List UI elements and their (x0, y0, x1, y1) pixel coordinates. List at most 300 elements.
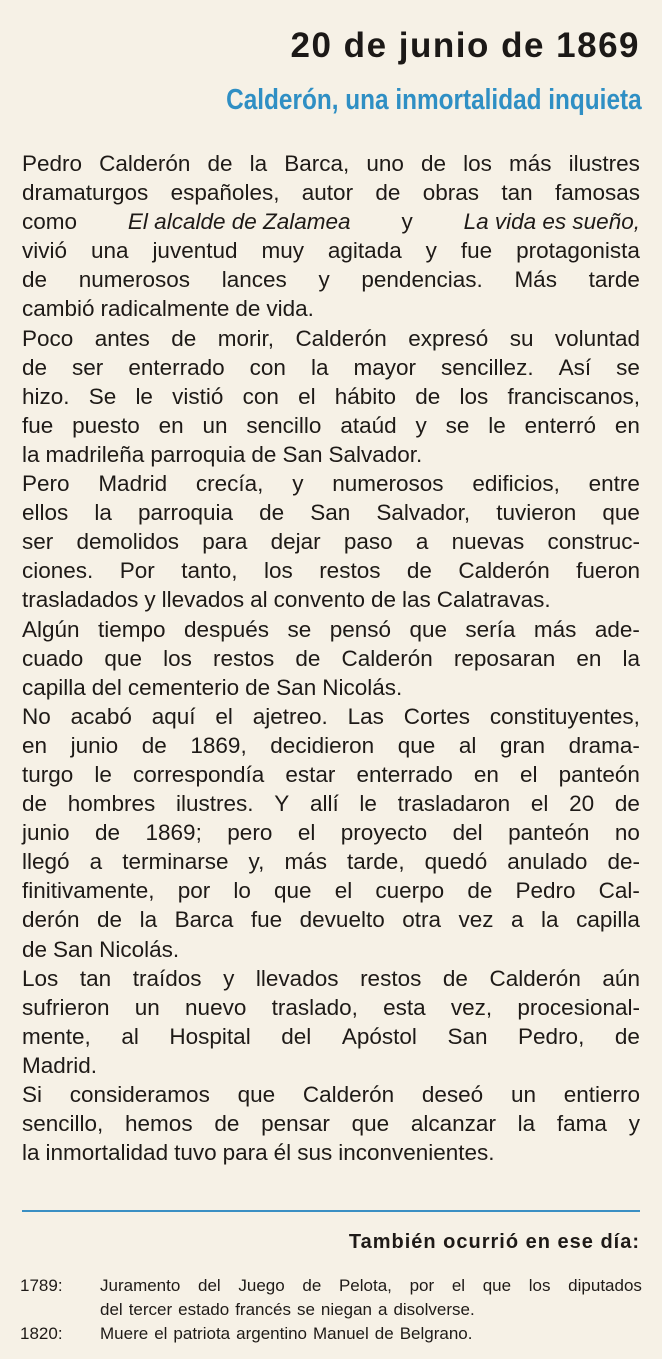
word: a (415, 529, 429, 555)
word: San (282, 441, 323, 467)
word: el (298, 383, 316, 409)
word: el (451, 1276, 466, 1295)
word: de (141, 732, 167, 758)
word: Pedro (515, 878, 576, 904)
article-line (22, 818, 640, 847)
word: le (359, 791, 377, 817)
word: nuevo (185, 994, 247, 1020)
event-item (20, 1274, 642, 1322)
word: pensar (261, 1111, 330, 1137)
word: paso (343, 529, 393, 555)
article-line (22, 1022, 640, 1051)
word: Por (119, 558, 155, 584)
word: con (249, 354, 286, 380)
word: voluntad (554, 325, 640, 351)
word: su (509, 325, 534, 351)
word: del (452, 820, 483, 846)
article-line (22, 789, 640, 818)
word: de (214, 1111, 240, 1137)
word: procesional- (517, 994, 640, 1020)
divider (22, 1210, 640, 1212)
word: una (90, 238, 129, 264)
word: Las (347, 703, 384, 729)
word: decidieron (270, 732, 375, 758)
article-line (22, 353, 640, 382)
word: expresó (408, 325, 489, 351)
word: fue (250, 907, 283, 933)
word: finitivamente, (22, 878, 155, 904)
word: San (310, 500, 351, 526)
article-line (22, 469, 640, 498)
article-line (22, 702, 640, 731)
word: estar (285, 761, 336, 787)
word: Más (514, 267, 557, 293)
word: fue (22, 412, 54, 438)
word: cementerio (127, 674, 240, 700)
word: 1869, (190, 732, 247, 758)
word: la (541, 907, 559, 933)
word: dramaturgos (22, 180, 149, 206)
word: quedó (424, 849, 488, 875)
word: enterrado (128, 354, 225, 380)
word: morir, (217, 325, 274, 351)
word: un (510, 1082, 536, 1107)
article-line (22, 1138, 640, 1167)
word: de (22, 267, 48, 293)
word: tan (79, 965, 112, 991)
word: Algún (22, 616, 80, 642)
word: cuerpo (375, 878, 445, 904)
word: panteón (508, 820, 590, 846)
word: inmortalidad (45, 1140, 169, 1166)
article-line (22, 236, 640, 265)
word: restos (360, 965, 422, 991)
word: los (463, 151, 492, 176)
word: en (473, 761, 499, 787)
word: Calderón (99, 151, 191, 176)
word: llevados (255, 965, 339, 991)
word: No (22, 703, 51, 729)
word: autor (301, 180, 354, 206)
word: sencillo, (22, 1111, 104, 1137)
word: capilla (576, 907, 640, 933)
word: a (89, 849, 103, 875)
word: de (251, 441, 277, 467)
word: Poco (22, 325, 74, 351)
word: tercer (128, 1300, 173, 1319)
word: las (402, 587, 431, 613)
word: proyecto (340, 820, 428, 846)
article-line (22, 411, 640, 440)
word: y (144, 587, 156, 613)
word: argentino (236, 1324, 308, 1343)
word: numerosos (78, 267, 191, 293)
word: que (237, 1082, 276, 1107)
word: sería (465, 616, 516, 642)
word: Nicolás. (99, 936, 180, 962)
word: devuelto (299, 907, 385, 933)
word: antes (94, 325, 150, 351)
word: numerosos (332, 471, 444, 497)
article-line (22, 964, 640, 993)
word: hemos (125, 1111, 193, 1137)
word: lo (233, 878, 251, 904)
word: Cal- (598, 878, 640, 904)
word: españoles, (170, 180, 280, 206)
word: demolidos (76, 529, 180, 555)
word: al (121, 1023, 139, 1049)
word: Belgrano. (399, 1324, 473, 1343)
word: fama (556, 1111, 607, 1137)
word: la (622, 645, 640, 671)
word: Calatravas. (436, 587, 551, 613)
word: y, (248, 849, 265, 875)
word: San (276, 674, 317, 700)
word: de (245, 674, 271, 700)
word: la (22, 1140, 40, 1166)
word: que (409, 616, 447, 642)
word: ser (72, 354, 104, 380)
word: cuado (22, 645, 84, 671)
word: por (409, 1276, 435, 1295)
word: Pedro, (518, 1023, 585, 1049)
word: para (222, 1140, 268, 1166)
word: junio (70, 732, 119, 758)
events-list (20, 1274, 642, 1346)
word: el (154, 1324, 168, 1343)
word: patriota (173, 1324, 231, 1343)
word: en (22, 732, 48, 758)
word: Calderón (341, 645, 433, 671)
word: de (406, 558, 432, 584)
word: inconvenientes. (338, 1140, 495, 1166)
word: el (530, 791, 549, 817)
word: el (334, 878, 353, 904)
word: construc- (547, 529, 640, 555)
word: Muere (100, 1324, 149, 1343)
word: ciones. (22, 558, 94, 584)
word: 1869; (145, 820, 202, 846)
word: San (447, 1023, 488, 1049)
word: le (488, 412, 506, 438)
word: francés (235, 1300, 291, 1319)
word: que (397, 732, 436, 758)
word: radicalmente (100, 296, 230, 322)
word: tiempo (97, 616, 166, 642)
italic-title: La vida es sueño, (463, 209, 640, 235)
word: Salvador. (328, 441, 423, 467)
word: Hospital (169, 1023, 251, 1049)
word: del (100, 1300, 123, 1319)
word: capilla (22, 674, 86, 700)
word: hombres (67, 791, 156, 817)
word: el (520, 761, 538, 787)
word: correspondía (132, 761, 265, 787)
word: tarde, (347, 849, 405, 875)
word: vez, (450, 994, 493, 1020)
article-line (22, 847, 640, 876)
article-line (22, 324, 640, 353)
word: de (370, 587, 397, 613)
article-line (22, 673, 640, 702)
word: mayor (353, 354, 417, 380)
word: le (94, 761, 112, 787)
word: se (287, 616, 312, 642)
word: Si (22, 1082, 43, 1107)
article-line (22, 556, 640, 585)
word: de (375, 180, 401, 206)
word: Madrid (98, 471, 168, 497)
word: trasladaron (397, 791, 511, 817)
word: fueron (576, 558, 640, 584)
word: nuevas (451, 529, 525, 555)
word: y (425, 238, 437, 264)
word: de (415, 383, 441, 409)
word: Manuel (313, 1324, 369, 1343)
word: convento (273, 587, 365, 613)
event-year: 1789: (20, 1276, 63, 1295)
word: al (458, 732, 477, 758)
word: al (250, 587, 268, 613)
word: hizo. (22, 383, 70, 409)
word: de (95, 820, 121, 846)
word: de (171, 325, 197, 351)
word: Pero (22, 471, 70, 497)
word: uno (366, 151, 404, 176)
word: entierro (563, 1082, 640, 1107)
word: que (602, 500, 640, 526)
word: vistió (172, 383, 224, 409)
word: San (53, 936, 94, 962)
word: que (351, 1111, 390, 1137)
word: protagonista (516, 238, 640, 264)
word: gran (499, 732, 546, 758)
article-line (22, 527, 640, 556)
word: del (198, 1276, 221, 1295)
word: que (104, 645, 142, 671)
word: ser (22, 529, 54, 555)
word: madrileña (45, 441, 145, 467)
word: derón (22, 907, 80, 933)
word: edificios, (472, 471, 560, 497)
word: franciscanos, (507, 383, 640, 409)
word: vivió (22, 238, 68, 264)
word: le (135, 383, 153, 409)
word: anulado (507, 849, 588, 875)
word: Barca (174, 907, 234, 933)
word: se (296, 1300, 315, 1319)
word: el (297, 820, 316, 846)
word: muy (261, 238, 304, 264)
subtitle: Calderón, una inmortalidad inquieta (226, 84, 642, 116)
article-line (22, 644, 640, 673)
word: de (421, 151, 447, 176)
word: cambió (22, 296, 95, 322)
article-line (22, 993, 640, 1022)
word: consideramos (69, 1082, 210, 1107)
article-line (22, 498, 640, 527)
word: junio (22, 820, 70, 846)
word: la (94, 500, 112, 526)
word: panteón (558, 761, 640, 787)
word: sencillez. (441, 354, 534, 380)
word: se (616, 354, 640, 380)
word: de (207, 151, 233, 176)
word: drama- (568, 732, 640, 758)
word: y (628, 1111, 640, 1137)
word: ataúd (340, 412, 397, 438)
word: juventud (152, 238, 238, 264)
word: y (292, 471, 304, 497)
word: los (263, 558, 293, 584)
word: en (614, 412, 640, 438)
word: mente, (22, 1023, 91, 1049)
article-line (22, 1109, 640, 1138)
word: de- (607, 849, 640, 875)
word: a (511, 907, 524, 933)
article-line (22, 905, 640, 934)
word: que (274, 878, 312, 904)
article-line (22, 1051, 640, 1080)
word: restos (319, 558, 381, 584)
word: acabó (70, 703, 132, 729)
word: allí (309, 791, 339, 817)
word: turgo (22, 761, 74, 787)
word: estado (178, 1300, 230, 1319)
word: pendencias. (361, 267, 483, 293)
word: pero (227, 820, 273, 846)
word: dejar (270, 529, 321, 555)
word: después (183, 616, 270, 642)
word: Juego (238, 1276, 285, 1295)
word: la (310, 354, 329, 380)
article-line (22, 760, 640, 789)
word: y (415, 412, 427, 438)
word: famosas (554, 180, 640, 206)
word: hábito (334, 383, 397, 409)
word: con (242, 383, 279, 409)
word: y (318, 267, 330, 293)
word: Calderón (458, 558, 550, 584)
word: tanto, (181, 558, 238, 584)
word: de (295, 645, 321, 671)
word: vez (458, 907, 494, 933)
word: restos (212, 645, 275, 671)
word: más (533, 616, 577, 642)
word: se (445, 412, 470, 438)
word: crecía, (195, 471, 264, 497)
word: esta (383, 994, 426, 1020)
word: y (401, 209, 413, 235)
word: Salvador, (376, 500, 471, 526)
word: llegó (22, 849, 70, 875)
event-line (100, 1322, 642, 1346)
word: la (517, 1111, 536, 1137)
word: lances (221, 267, 287, 293)
article-line (22, 615, 640, 644)
word: tan (501, 180, 533, 206)
word: la (249, 151, 268, 176)
word: ilustres. (175, 791, 254, 817)
word: de (442, 965, 468, 991)
word: tarde (588, 267, 640, 293)
word: el (215, 703, 233, 729)
word: de (467, 878, 493, 904)
word: constituyentes, (489, 703, 640, 729)
page-title: 20 de junio de 1869 (290, 26, 640, 65)
word: parroquia (137, 500, 234, 526)
word: trasladados (22, 587, 139, 613)
article-line (22, 585, 640, 614)
word: un (202, 412, 228, 438)
word: diputados (568, 1276, 642, 1295)
word: enterrado (356, 761, 453, 787)
article-line (22, 731, 640, 760)
word: parroquia (150, 441, 246, 467)
word: deseó (421, 1082, 484, 1107)
word: traídos (132, 965, 202, 991)
also-happened-heading: También ocurrió en ese día: (348, 1231, 640, 1253)
word: niegan (320, 1300, 372, 1319)
word: Calderón (302, 1082, 395, 1107)
word: sufrieron (22, 994, 110, 1020)
word: de (374, 1324, 394, 1343)
word: 20 (569, 791, 595, 817)
word: del (91, 674, 122, 700)
word: Pedro (22, 151, 83, 176)
word: llevados (161, 587, 245, 613)
word: ade- (594, 616, 640, 642)
word: los (459, 383, 489, 409)
word: terminarse (122, 849, 229, 875)
word: aún (602, 965, 640, 991)
event-year: 1820: (20, 1324, 63, 1343)
article-line (22, 935, 640, 964)
article-line (22, 1080, 640, 1109)
word: por (177, 878, 211, 904)
word: del (281, 1023, 312, 1049)
article-line (22, 294, 640, 323)
word: obras (422, 180, 480, 206)
word: y (223, 965, 235, 991)
word: Juramento (100, 1276, 181, 1295)
word: pensó (329, 616, 391, 642)
word: para (202, 529, 248, 555)
word: de (235, 296, 261, 322)
word: Los (22, 965, 59, 991)
event-item (20, 1322, 642, 1346)
word: de (302, 1276, 322, 1295)
article-line (22, 207, 640, 236)
word: a (377, 1300, 388, 1319)
word: Apóstol (341, 1023, 417, 1049)
article-line (22, 149, 640, 178)
event-line (100, 1298, 642, 1322)
word: de (97, 907, 123, 933)
word: ajetreo. (252, 703, 328, 729)
article-line (22, 876, 640, 905)
word: puesto (72, 412, 140, 438)
word: de (614, 791, 640, 817)
event-line (100, 1274, 642, 1298)
event-description (100, 1322, 642, 1346)
word: agitada (327, 238, 402, 264)
word: en (576, 645, 602, 671)
word: la (22, 441, 40, 467)
word: entre (588, 471, 640, 497)
word: un (134, 994, 160, 1020)
word: que (482, 1276, 512, 1295)
